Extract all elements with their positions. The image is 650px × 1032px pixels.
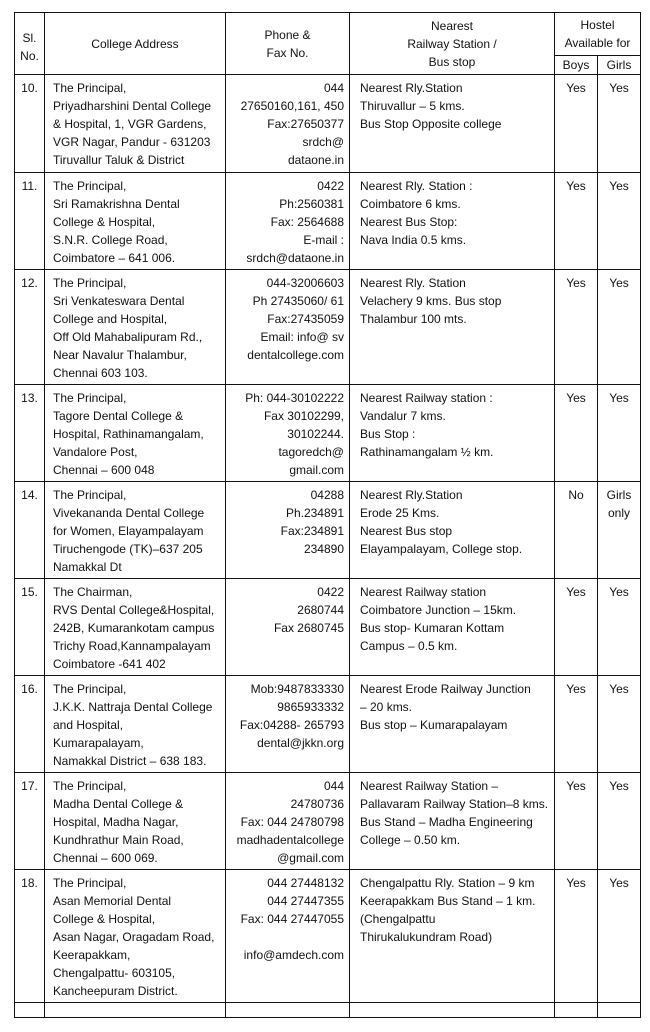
nearest-station xyxy=(350,870,555,1003)
college-address-line: College & Hospital, xyxy=(53,912,156,926)
college-address-line: Chennai 603 103. xyxy=(53,366,148,380)
college-address xyxy=(45,173,226,270)
table-row xyxy=(15,385,641,482)
phone-fax-line: 044-32006603 xyxy=(266,276,344,290)
nearest-station-line: Thalambur 100 mts. xyxy=(360,312,467,326)
phone-fax xyxy=(226,75,350,173)
nearest-station-line: Nearest Rly.Station xyxy=(360,81,463,95)
college-address-line: Tiruchengode (TK)–637 205 xyxy=(53,542,203,556)
college-address-line: Chennai – 600 069. xyxy=(53,851,158,865)
college-address-line: The Principal, xyxy=(53,682,127,696)
nearest-station-line: Nearest Railway station : xyxy=(360,391,493,405)
college-address xyxy=(45,75,226,173)
college-address-line: The Principal, xyxy=(53,391,127,405)
nearest-station-line: – 20 kms. xyxy=(360,700,413,714)
nearest-station-line: Keerapakkam Bus Stand – 1 km. xyxy=(360,894,536,908)
hostel-girls xyxy=(598,773,641,870)
college-address-line: RVS Dental College&Hospital, xyxy=(53,603,215,617)
college-address-line: The Principal, xyxy=(53,81,127,95)
nearest-station-line: Nava India 0.5 kms. xyxy=(360,233,467,247)
college-table xyxy=(14,12,641,1018)
phone-fax-line: Fax:27650377 xyxy=(267,117,344,131)
college-address-line: Madha Dental College & xyxy=(53,797,184,811)
phone-fax xyxy=(226,870,350,1003)
hostel-girls xyxy=(598,870,641,1003)
nearest-station-line: College – 0.50 km. xyxy=(360,833,461,847)
college-address-line: Kumarapalayam, xyxy=(53,736,144,750)
college-address-line: Coimbatore – 641 006. xyxy=(53,251,176,265)
phone-fax-line: madhadentalcollege xyxy=(236,833,344,847)
header-girls: Girls xyxy=(598,56,641,75)
phone-fax-line: srdch@dataone.in xyxy=(246,251,344,265)
nearest-station xyxy=(350,385,555,482)
college-address-line: Priyadharshini Dental College xyxy=(53,99,212,113)
phone-fax-line: 9865933332 xyxy=(277,700,344,714)
phone-fax-line: Mob:9487833330 xyxy=(250,682,344,696)
nearest-station-line: Nearest Rly.Station xyxy=(360,488,463,502)
college-address-line: Hospital, Rathinamangalam, xyxy=(53,427,204,441)
nearest-station-line: Nearest Erode Railway Junction xyxy=(360,682,531,696)
hostel-boys: Yes xyxy=(555,270,598,385)
phone-fax-line xyxy=(228,928,344,946)
nearest-station-line: Thiruvallur – 5 kms. xyxy=(360,99,465,113)
table-row xyxy=(15,773,641,870)
college-address xyxy=(45,870,226,1003)
college-address-line: The Principal, xyxy=(53,876,127,890)
college-address-line: Chengalpattu- 603105, xyxy=(53,966,176,980)
nearest-station-line: Campus – 0.5 km. xyxy=(360,639,458,653)
college-address-line: Tiruvallur Taluk & District xyxy=(53,153,185,167)
phone-fax-line: Fax:234891 xyxy=(280,524,344,538)
college-address-line: Kancheepuram District. xyxy=(53,984,178,998)
nearest-station-line: Bus Stand – Madha Engineering xyxy=(360,815,533,829)
college-address xyxy=(45,270,226,385)
college-address-line: The Principal, xyxy=(53,779,127,793)
nearest-station xyxy=(350,173,555,270)
nearest-station-line: Nearest Rly. Station : xyxy=(360,179,473,193)
nearest-station-line: Thirukalukundram Road) xyxy=(360,930,493,944)
phone-fax xyxy=(226,173,350,270)
phone-fax-line: Fax: 044 27447055 xyxy=(240,912,344,926)
nearest-station-line: Bus stop- Kumaran Kottam xyxy=(360,621,505,635)
table-row xyxy=(15,75,641,173)
phone-fax-line: Fax: 2564688 xyxy=(270,215,344,229)
hostel-girls-line: Yes xyxy=(609,876,629,890)
nearest-station-line: Rathinamangalam ½ km. xyxy=(360,445,494,459)
phone-fax xyxy=(226,385,350,482)
phone-fax-line: 04288 xyxy=(310,488,344,502)
college-address-line: J.K.K. Nattraja Dental College xyxy=(53,700,213,714)
nearest-station-line: (Chengalpattu xyxy=(360,912,436,926)
hostel-boys: Yes xyxy=(555,870,598,1003)
header-hostel: Hostel Available for xyxy=(555,13,641,56)
college-address-line: Trichy Road,Kannampalayam xyxy=(53,639,211,653)
phone-fax-line: Fax 2680745 xyxy=(273,621,344,635)
college-address-line: The Principal, xyxy=(53,276,127,290)
hostel-girls-line: Yes xyxy=(609,81,629,95)
college-address-line: Tagore Dental College & xyxy=(53,409,184,423)
phone-fax xyxy=(226,482,350,579)
college-address-line: Kundhrathur Main Road, xyxy=(53,833,184,847)
serial-number: 15. xyxy=(15,579,45,676)
nearest-station-line: Coimbatore 6 kms. xyxy=(360,197,461,211)
nearest-station xyxy=(350,75,555,173)
phone-fax-line: Fax:27435059 xyxy=(267,312,344,326)
phone-fax-line: dentalcollege.com xyxy=(247,348,344,362)
phone-fax-line: Fax:04288- 265793 xyxy=(239,718,344,732)
phone-fax-line: 0422 xyxy=(317,585,344,599)
college-address-line: Near Navalur Thalambur, xyxy=(53,348,187,362)
phone-fax-line: 24780736 xyxy=(290,797,344,811)
college-address-line: The Principal, xyxy=(53,179,127,193)
hostel-girls xyxy=(598,270,641,385)
table-row xyxy=(15,579,641,676)
header-sl-no: Sl. No. xyxy=(15,13,45,75)
nearest-station-line: Nearest Bus Stop: xyxy=(360,215,458,229)
hostel-girls-line: Girls xyxy=(606,488,632,502)
college-address-line: VGR Nagar, Pandur - 631203 xyxy=(53,135,211,149)
serial-number: 17. xyxy=(15,773,45,870)
college-address xyxy=(45,676,226,773)
phone-fax-line: 044 27447355 xyxy=(267,894,344,908)
hostel-girls-line: Yes xyxy=(609,276,629,290)
college-address xyxy=(45,773,226,870)
phone-fax-line: 2680744 xyxy=(297,603,344,617)
serial-number: 14. xyxy=(15,482,45,579)
table-row xyxy=(15,270,641,385)
phone-fax-line: 27650160,161, 450 xyxy=(240,99,344,113)
nearest-station-line: Erode 25 Kms. xyxy=(360,506,440,520)
phone-fax-line: 044 xyxy=(323,779,344,793)
table-row xyxy=(15,482,641,579)
table-row xyxy=(15,870,641,1003)
phone-fax xyxy=(226,676,350,773)
college-address xyxy=(45,482,226,579)
phone-fax-line: Email: info@ sv xyxy=(260,330,344,344)
phone-fax-line: gmail.com xyxy=(289,463,344,477)
hostel-boys: No xyxy=(555,482,598,579)
nearest-station-line: Bus Stop : xyxy=(360,427,416,441)
table-row xyxy=(15,676,641,773)
hostel-girls xyxy=(598,676,641,773)
nearest-station-line: Nearest Rly. Station xyxy=(360,276,466,290)
header-boys: Boys xyxy=(555,56,598,75)
header-phone-fax: Phone & Fax No. xyxy=(226,13,350,75)
serial-number: 18. xyxy=(15,870,45,1003)
phone-fax-line: E-mail : xyxy=(303,233,344,247)
nearest-station-line: Bus stop – Kumarapalayam xyxy=(360,718,508,732)
phone-fax-line: Fax: 044 24780798 xyxy=(240,815,344,829)
college-address-line: Coimbatore -641 402 xyxy=(53,657,166,671)
nearest-station xyxy=(350,270,555,385)
college-address-line: 242B, Kumarankotam campus xyxy=(53,621,215,635)
college-address xyxy=(45,579,226,676)
college-address-line: The Principal, xyxy=(53,488,127,502)
hostel-girls xyxy=(598,482,641,579)
serial-number: 13. xyxy=(15,385,45,482)
phone-fax xyxy=(226,270,350,385)
college-address-line: S.N.R. College Road, xyxy=(53,233,168,247)
hostel-boys: Yes xyxy=(555,173,598,270)
hostel-girls xyxy=(598,385,641,482)
hostel-boys: Yes xyxy=(555,579,598,676)
college-address-line: & Hospital, 1, VGR Gardens, xyxy=(53,117,207,131)
hostel-girls-line: only xyxy=(608,506,631,520)
phone-fax-line: Ph 27435060/ 61 xyxy=(252,294,344,308)
phone-fax-line: srdch@ xyxy=(302,135,344,149)
nearest-station-line: Bus Stop Opposite college xyxy=(360,117,502,131)
nearest-station xyxy=(350,773,555,870)
phone-fax-line: Ph: 044-30102222 xyxy=(245,391,344,405)
college-address-line: Sri Ramakrishna Dental xyxy=(53,197,180,211)
college-address-line: College and Hospital, xyxy=(53,312,168,326)
nearest-station-line: Vandalur 7 kms. xyxy=(360,409,446,423)
nearest-station-line: Chengalpattu Rly. Station – 9 km xyxy=(360,876,535,890)
hostel-girls xyxy=(598,173,641,270)
phone-fax-line: Fax 30102299, xyxy=(263,409,344,423)
phone-fax-line: Ph:2560381 xyxy=(279,197,344,211)
hostel-girls-line: Yes xyxy=(609,179,629,193)
phone-fax-line: 0422 xyxy=(317,179,344,193)
college-address xyxy=(45,385,226,482)
empty-footer-row xyxy=(15,1003,641,1018)
nearest-station xyxy=(350,579,555,676)
college-address-line: Vivekananda Dental College xyxy=(53,506,205,520)
hostel-boys: Yes xyxy=(555,385,598,482)
phone-fax-line: 044 27448132 xyxy=(267,876,344,890)
serial-number: 10. xyxy=(15,75,45,173)
serial-number: 11. xyxy=(15,173,45,270)
serial-number: 12. xyxy=(15,270,45,385)
hostel-girls xyxy=(598,579,641,676)
phone-fax-line: dataone.in xyxy=(287,153,344,167)
phone-fax-line: Ph.234891 xyxy=(285,506,344,520)
nearest-station-line: Coimbatore Junction – 15km. xyxy=(360,603,517,617)
header-nearest-station: Nearest Railway Station / Bus stop xyxy=(350,13,555,75)
nearest-station-line: Elayampalayam, College stop. xyxy=(360,542,523,556)
college-address-line: Hospital, Madha Nagar, xyxy=(53,815,179,829)
college-address-line: Namakkal Dt xyxy=(53,560,122,574)
header-college-address: College Address xyxy=(45,13,226,75)
phone-fax-line: dental@jkkn.org xyxy=(257,736,344,750)
phone-fax-line: @gmail.com xyxy=(277,851,344,865)
nearest-station-line: Pallavaram Railway Station–8 kms. xyxy=(360,797,549,811)
hostel-girls xyxy=(598,75,641,173)
phone-fax-line: 044 xyxy=(323,81,344,95)
hostel-girls-line: Yes xyxy=(609,585,629,599)
college-address-line: The Chairman, xyxy=(53,585,133,599)
hostel-girls-line: Yes xyxy=(609,682,629,696)
phone-fax-line: info@amdech.com xyxy=(243,948,344,962)
phone-fax-line: 30102244. xyxy=(287,427,344,441)
hostel-boys: Yes xyxy=(555,75,598,173)
nearest-station-line: Velachery 9 kms. Bus stop xyxy=(360,294,502,308)
hostel-girls-line: Yes xyxy=(609,779,629,793)
phone-fax-line: 234890 xyxy=(303,542,344,556)
nearest-station-line: Nearest Railway Station – xyxy=(360,779,499,793)
nearest-station-line: Nearest Railway station xyxy=(360,585,487,599)
college-address-line: Keerapakkam, xyxy=(53,948,131,962)
page xyxy=(14,12,640,1018)
hostel-boys: Yes xyxy=(555,676,598,773)
college-address-line: Asan Memorial Dental xyxy=(53,894,172,908)
nearest-station-line: Nearest Bus stop xyxy=(360,524,453,538)
college-address-line: Vandalore Post, xyxy=(53,445,138,459)
phone-fax xyxy=(226,773,350,870)
nearest-station xyxy=(350,482,555,579)
phone-fax xyxy=(226,579,350,676)
college-address-line: and Hospital, xyxy=(53,718,124,732)
serial-number: 16. xyxy=(15,676,45,773)
college-address-line: Sri Venkateswara Dental xyxy=(53,294,185,308)
college-address-line: Namakkal District – 638 183. xyxy=(53,754,207,768)
hostel-boys: Yes xyxy=(555,773,598,870)
college-address-line: Off Old Mahabalipuram Rd., xyxy=(53,330,203,344)
college-address-line: College & Hospital, xyxy=(53,215,156,229)
college-address-line: Asan Nagar, Oragadam Road, xyxy=(53,930,215,944)
hostel-girls-line: Yes xyxy=(609,391,629,405)
college-address-line: Chennai – 600 048 xyxy=(53,463,155,477)
table-row xyxy=(15,173,641,270)
phone-fax-line: tagoredch@ xyxy=(278,445,344,459)
college-address-line: for Women, Elayampalayam xyxy=(53,524,204,538)
nearest-station xyxy=(350,676,555,773)
